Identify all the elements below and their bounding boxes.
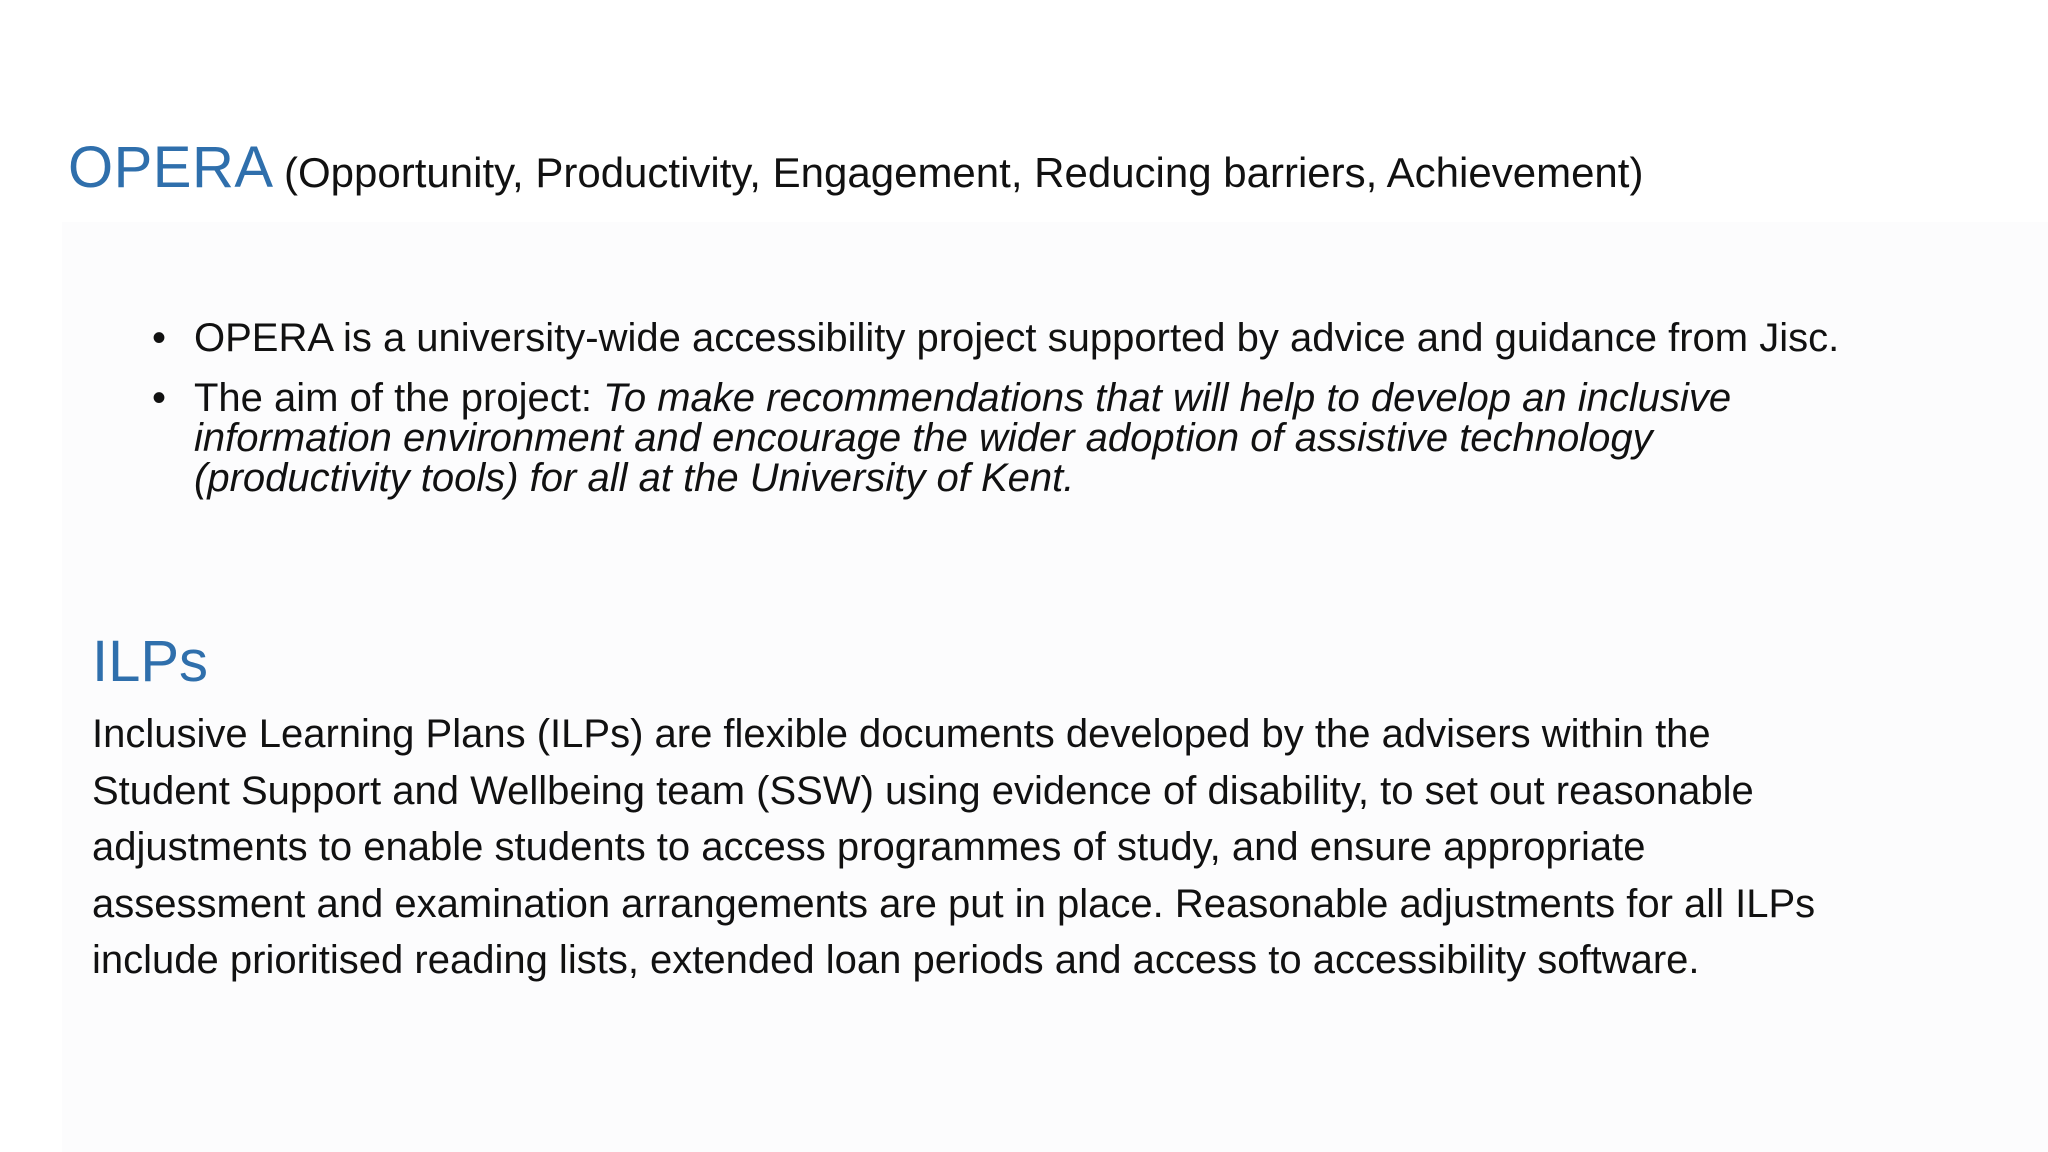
body-paragraph: Inclusive Learning Plans (ILPs) are flexible documents developed by the advisers within the Student Support and Wellbeing team (SSW) using evidence of disability, to set out reasonable adjustments to enable students to access programmes of study, and ensure appropriate assessment and examination arrangements are put in place. Reasonable adjustments for all ILPs include prioritised reading lists, extended loan periods and access to accessibility software.	[92, 712, 1816, 982]
bullet-list	[152, 318, 1872, 518]
bullet-marker: •	[152, 316, 167, 360]
section-heading: ILPs	[92, 629, 209, 694]
bullet-text: OPERA is a university-wide accessibility project supported by advice and guidance from Jisc.	[194, 316, 1840, 360]
aim-statement: To make recommendations that will help to develop an inclusive information environment and encourage the wider adoption of assistive technology (productivity tools) for all at the University of Kent.	[194, 376, 1732, 500]
bullet-prefix: The aim of the project:	[194, 376, 604, 420]
title-subtitle: (Opportunity, Productivity, Engagement, Reducing barriers, Achievement)	[284, 149, 1644, 196]
bullet-marker: •	[152, 376, 167, 420]
bullet-item	[152, 378, 1872, 498]
title-main: OPERA	[68, 135, 274, 200]
slide-title	[68, 134, 1643, 201]
bullet-item	[152, 318, 1872, 358]
